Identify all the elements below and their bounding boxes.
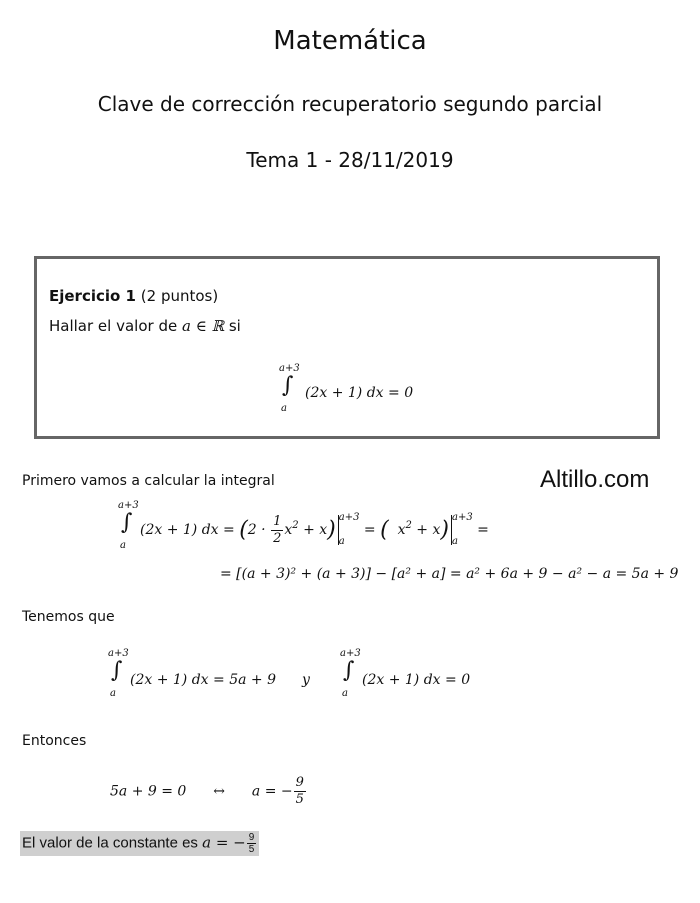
equation-and: y <box>302 672 310 688</box>
exercise-box: Ejercicio 1 (2 puntos) Hallar el valor de a ∈ ℝ si a+3 ∫ a (2x + 1) dx = 0 <box>34 256 660 439</box>
entonces: Entonces <box>22 733 87 749</box>
integral-upper-limit: a+3 <box>108 648 129 659</box>
conclusion-fraction: $\frac{9}{5}$ <box>248 832 255 855</box>
exercise-title: Ejercicio 1 <box>49 287 136 305</box>
a-equals: a = − <box>251 783 293 800</box>
exercise-heading <box>49 287 218 305</box>
result-fraction: $\frac{9}{5}$ <box>295 775 304 807</box>
solution-intro: Primero vamos a calcular la integral <box>22 473 275 489</box>
half-fraction: $\frac{1}{2}$ <box>273 513 282 546</box>
equation-left: (2x + 1) dx = 5a + 9 <box>130 672 276 688</box>
integral-step-1: (2x + 1) dx = (2 · $\frac{1}{2}$ $x^2 + x$) a+3 a = ( $x^2 + x$) a+3 a = <box>140 512 489 547</box>
conclusion <box>20 831 259 856</box>
exercise-integrand: (2x + 1) dx = 0 <box>305 385 414 401</box>
integral-lower-limit: a <box>342 688 348 699</box>
integral-lower-limit: a <box>120 540 126 551</box>
page-title: Matemática <box>273 26 427 56</box>
statement-text: Hallar el valor de <box>49 317 178 335</box>
linear-eq-text: 5a + 9 = 0 <box>110 783 187 800</box>
conclusion-text: El valor de la constante es <box>22 834 198 852</box>
exercise-points: (2 puntos) <box>140 287 219 305</box>
integral-lower-limit: a <box>110 688 116 699</box>
iff-symbol: ↔ <box>213 783 225 800</box>
statement-var: a ∈ ℝ <box>181 317 225 335</box>
page-subtitle: Clave de corrección recuperatorio segundo parcial <box>97 92 603 116</box>
tenemos-que: Tenemos que <box>22 609 115 625</box>
watermark: Altillo.com <box>540 466 650 493</box>
tema-date: Tema 1 - 28/11/2019 <box>246 148 454 172</box>
equation-right: (2x + 1) dx = 0 <box>362 672 471 688</box>
linear-equation <box>110 775 307 808</box>
exercise-statement <box>49 317 241 335</box>
integral-lower-limit: a <box>281 403 287 414</box>
integral-upper-limit: a+3 <box>279 363 300 374</box>
integral-step-2: = [(a + 3)² + (a + 3)] − [a² + a] = a² + 6a + 9 − a² − a = 5a + 9 <box>220 566 679 582</box>
integral-upper-limit: a+3 <box>340 648 361 659</box>
conclusion-var: a = − <box>202 833 246 852</box>
statement-suffix: si <box>228 317 241 335</box>
integral-upper-limit: a+3 <box>118 500 139 511</box>
